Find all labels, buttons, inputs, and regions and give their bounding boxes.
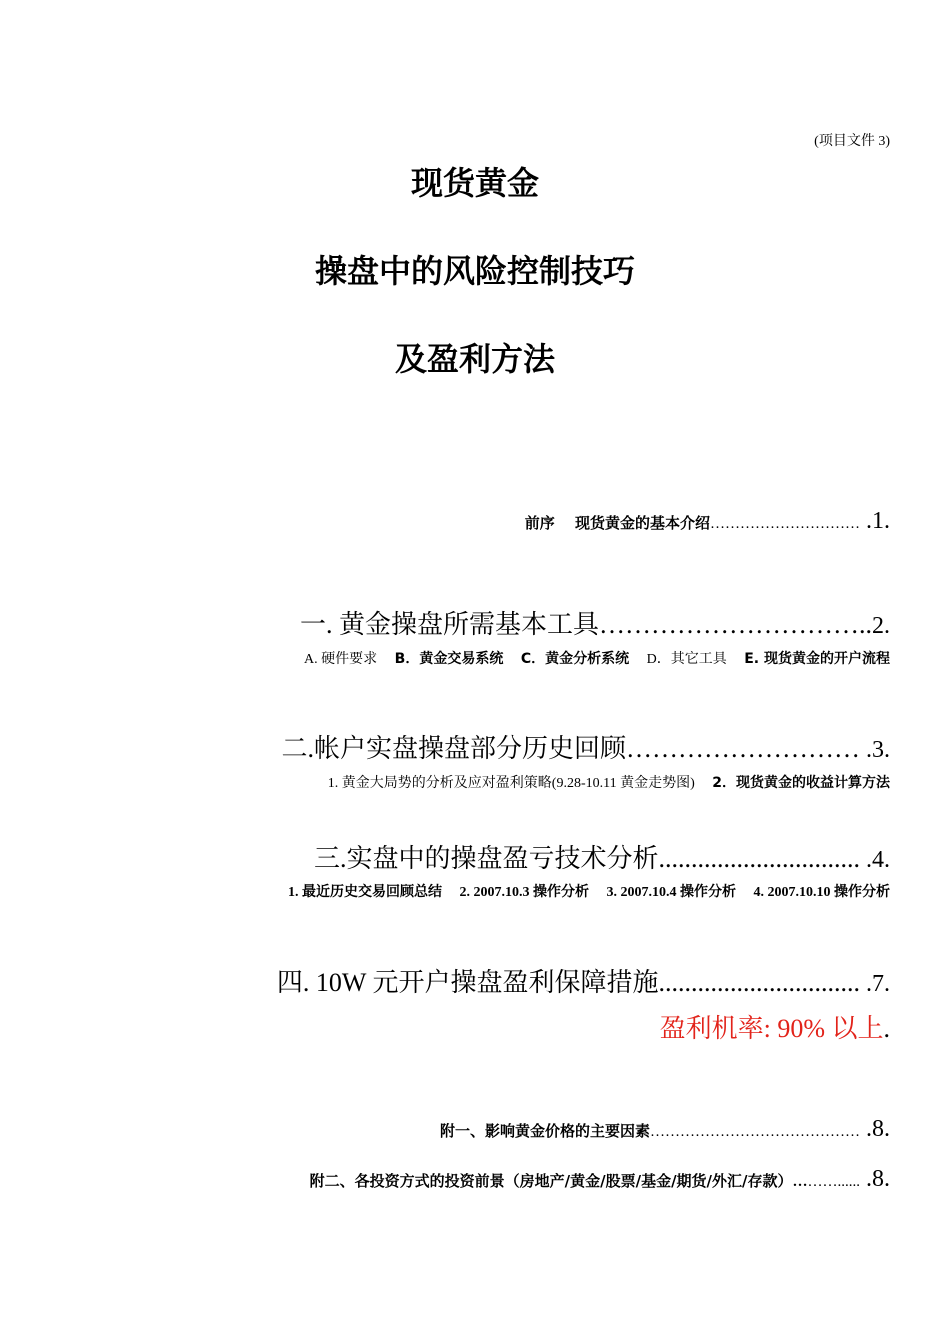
profit-rate-note — [660, 1008, 890, 1045]
toc-label: 四. 10W 元开户操盘盈利保障措施 — [276, 968, 659, 997]
subentry: 2. 2007.10.3 操作分析 — [459, 885, 589, 900]
subentry: B．黄金交易系统 — [394, 651, 504, 667]
subentry: 3. 2007.10.4 操作分析 — [606, 885, 736, 900]
toc-label: 二.帐户实盘操盘部分历史回顾 — [281, 734, 626, 763]
toc-label: 三.实盘中的操盘盈亏技术分析 — [313, 844, 659, 873]
toc-leader: ............................... — [658, 844, 860, 873]
toc-label: 一. 黄金操盘所需基本工具 — [299, 610, 599, 639]
toc-page: .4. — [860, 847, 890, 873]
toc-page: .8. — [860, 1166, 890, 1192]
toc-subentries-chapter-1 — [304, 648, 890, 668]
page-title-line-3: 及盈利方法 — [394, 340, 555, 378]
toc-page: 2. — [872, 613, 890, 639]
page-title-line-2: 操盘中的风险控制技巧 — [314, 252, 635, 290]
subentry: A. 硬件要求 — [304, 652, 378, 667]
toc-leader: … — [792, 1174, 808, 1190]
toc-entry-preface[interactable] — [525, 508, 890, 535]
page-title-line-1: 现货黄金 — [410, 164, 539, 202]
subentry: 2．现货黄金的收益计算方法 — [712, 775, 890, 791]
subentry: E. 现货黄金的开户流程 — [744, 651, 890, 667]
subentry: C．黄金分析系统 — [520, 651, 630, 667]
toc-leader: ............................... — [658, 968, 860, 997]
file-tag: (项目文件 3) — [814, 134, 890, 149]
toc-page: .7. — [860, 971, 890, 997]
toc-entry-chapter-3[interactable] — [314, 838, 890, 875]
toc-entry-appendix-1[interactable] — [440, 1116, 890, 1143]
toc-label: 前序 现货黄金的基本介绍 — [524, 514, 710, 532]
subentry: 1. 黄金大局势的分析及应对盈利策略(9.28-10.11 黄金走势图) — [327, 776, 695, 791]
toc-page: .3. — [860, 737, 890, 763]
subentry: 1. 最近历史交易回顾总结 — [288, 885, 442, 900]
toc-leader: ………………………… — [710, 516, 860, 532]
toc-page: .8. — [860, 1116, 890, 1142]
toc-leader: …………………………………… — [650, 1124, 860, 1140]
toc-page: .1. — [860, 508, 890, 534]
toc-leader-2: ……...... — [807, 1174, 860, 1190]
toc-entry-appendix-2[interactable] — [310, 1166, 890, 1193]
subentry: 4. 2007.10.10 操作分析 — [753, 885, 890, 900]
subentry: D．其它工具 — [646, 652, 727, 667]
toc-entry-chapter-1[interactable] — [300, 604, 890, 641]
profit-rate-period: . — [883, 1014, 890, 1043]
toc-subentries-chapter-3 — [288, 881, 890, 901]
toc-label: 附二、各投资方式的投资前景（房地产/黄金/股票/基金/期货/外汇/存款） — [309, 1172, 793, 1190]
toc-label: 附一、影响黄金价格的主要因素 — [439, 1122, 650, 1140]
toc-entry-chapter-2[interactable] — [281, 728, 890, 765]
toc-leader: ……………………… — [626, 734, 860, 763]
toc-subentries-chapter-2 — [328, 772, 890, 792]
profit-rate-text: 盈利机率: 90% 以上 — [659, 1014, 884, 1043]
toc-entry-chapter-4[interactable] — [277, 962, 890, 999]
toc-leader: ………………………….. — [599, 610, 872, 639]
